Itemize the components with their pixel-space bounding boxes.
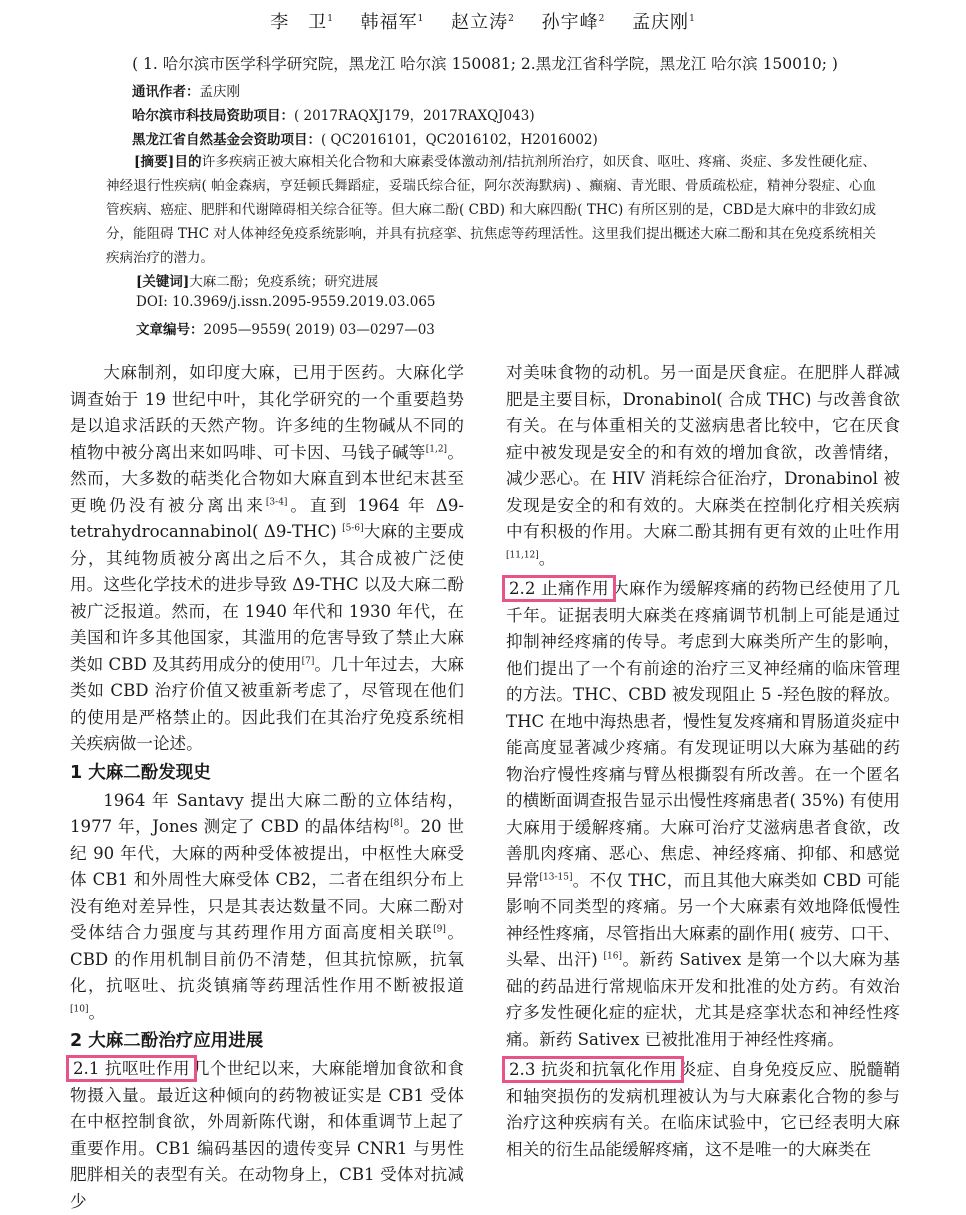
- subsection-2-3-paragraph: 2.3 抗炎和抗氧化作用 炎症、自身免疫反应、脱髓鞘和轴突损伤的发病机理被认为与大麻素化合物的参与治疗这种疾病有关。在临床试验中，它已经表明大麻相关的衍生品能缓解疼痛，这不是唯一的大麻类在: [506, 1060, 901, 1159]
- author-list: [0, 8, 966, 34]
- left-column: [70, 360, 464, 1215]
- abstract: [摘要]目的许多疾病正被大麻相关化合物和大麻素受体激动剂/拮抗剂所治疗，如厌食、呕吐、疼痛、炎症、多发性硬化症、神经退行性疾病( 帕金森病，亨廷顿氏舞蹈症，妥瑞氏综合征，阿尔茨海默病) 、癫痫、青光眼、骨质疏松症，精神分裂症、心血管疾病、癌症、肥胖和代谢障碍相关综合征等。但大麻二酚( CBD) 和大麻四酚( THC) 有所区别的是，CBD是大麻中的非致幻成分，能阻碍 THC 对人体神经免疫系统影响，并具有抗痉挛、抗焦虑等药理活性。这里我们提出概述大麻二酚和其在免疫系统相关疾病治疗的潜力。: [106, 154, 876, 266]
- continued-paragraph: 对美味食物的动机。另一面是厌食症。在肥胖人群减肥是主要目标，Dronabinol( 合成 THC) 与改善食欲有关。在与体重相关的艾滋病患者比较中，它在厌食症中被发现是安全的和有效的增加食欲，改善情绪，减少恶心。在 HIV 消耗综合征治疗，Dronabinol 被发现是安全的和有效的。大麻类在控制化疗相关疾病中有积极的作用。大麻二酚其拥有更有效的止吐作用[11,12]。: [506, 363, 900, 568]
- author: 孙宇峰$^2$: [541, 12, 606, 33]
- section-heading-1: 1 大麻二酚发现史: [70, 762, 211, 783]
- subsection-heading-2-3: 2.3 抗炎和抗氧化作用: [506, 1060, 680, 1079]
- intro-paragraph: 大麻制剂，如印度大麻，已用于医药。大麻化学调查始于 19 世纪中叶，其化学研究的一个重要趋势是以追求活跃的天然产物。许多纯的生物碱从不同的植物中被分离出来如吗啡、可卡因、马钱子碱等[1,2]。然而，大多数的萜类化合物如大麻直到本世纪末甚至更晚仍没有被分离出来[3-4]。直到 1964 年 Δ9-tetrahydrocannabinol( Δ9-THC) [5-6]大麻的主要成分，其纯物质被分离出之后不久，其合成被广泛使用。这些化学技术的进步导致 Δ9-THC 以及大麻二酚被广泛报道。然而，在 1940 年代和 1930 年代，在美国和许多其他国家，其滥用的危害导致了禁止大麻类如 CBD 及其药用成分的使用[7]。几十年过去，大麻类如 CBD 治疗价值又被重新考虑了，尽管现在他们的使用是严格禁止的。因此我们在其治疗免疫系统相关疾病做一论述。: [70, 363, 465, 753]
- section-heading-2: 2 大麻二酚治疗应用进展: [70, 1031, 264, 1051]
- funding-provincial: 黑龙江省自然基金会资助项目：( QC2016101，QC2016102，H2016002): [132, 132, 598, 148]
- author: 孟庆刚$^1$: [632, 12, 696, 33]
- subsection-heading-2-1: 2.1 抗呕吐作用: [70, 1059, 193, 1078]
- keywords: [关键词]大麻二酚；免疫系统；研究进展: [136, 274, 379, 290]
- author: 李 卫$^1$: [270, 12, 334, 33]
- subsection-2-1-paragraph: 2.1 抗呕吐作用 几个世纪以来，大麻能增加食欲和食物摄入量。最近这种倾向的药物被证实是 CB1 受体在中枢控制食欲，外周新陈代谢，和体重调节上起了重要作用。CB1 编码基因的遗传变异 CNR1 与男性肥胖相关的表型有关。在动物身上，CB1 受体对抗减少: [70, 1059, 465, 1211]
- section1-paragraph: 1964 年 Santavy 提出大麻二酚的立体结构，1977 年，Jones 测定了 CBD 的晶体结构[8]。20 世纪 90 年代，大麻的两种受体被提出，中枢性大麻受体 CB1 和外周性大麻受体 CB2，二者在组织分布上没有绝对差异性，只是其表达数量不同。大麻二酚对受体结合力强度与其药理作用方面高度相关联[9]。CBD 的作用机制目前仍不清楚，但其抗惊厥，抗氧化，抗呕吐、抗炎镇痛等药理活性作用不断被报道[10]。: [70, 790, 465, 1022]
- doi: DOI: 10.3969/j.issn.2095-9559.2019.03.065: [136, 294, 436, 310]
- subsection-heading-2-2: 2.2 止痛作用: [506, 579, 612, 598]
- subsection-2-2-paragraph: 2.2 止痛作用 大麻作为缓解疼痛的药物已经使用了几千年。证据表明大麻类在疼痛调节机制上可能是通过抑制神经疼痛的传导。考虑到大麻类所产生的影响，他们提出了一个有前途的治疗三叉神经痛的临床管理的方法。THC、CBD 被发现阻止 5 -羟色胺的释放。THC 在地中海热患者，慢性复发疼痛和胃肠道炎症中能高度显著减少疼痛。有发现证明以大麻为基础的药物治疗慢性疼痛与臂丛根撕裂有所改善。在一个匿名的横断面调查报告显示出慢性疼痛患者( 35%) 有使用大麻用于缓解疼痛。大麻可治疗艾滋病患者食欲，改善肌肉疼痛、恶心、焦虑、神经疼痛、抑郁、和感觉异常[13-15]。不仅 THC，而且其他大麻类如 CBD 可能影响不同类型的疼痛。另一个大麻素有效地降低慢性神经性疼痛，尽管指出大麻素的副作用( 疲劳、口干、头晕、出汗) [16]。新药 Sativex 是第一个以大麻为基础的药品进行常规临床开发和批准的处方药。有效治疗多发性硬化症的症状，尤其是痉挛状态和神经性疼痛。新药 Sativex 已被批准用于神经性疼痛。: [506, 579, 901, 1049]
- corresponding-author: 通讯作者：孟庆刚: [132, 84, 240, 100]
- funding-municipal: 哈尔滨市科技局资助项目：( 2017RAQXJ179，2017RAXQJ043): [132, 108, 535, 124]
- article-number: 文章编号：2095—9559( 2019) 03—0297—03: [136, 322, 435, 338]
- right-column: [506, 360, 900, 1163]
- affiliation: ( 1. 哈尔滨市医学科学研究院，黑龙江 哈尔滨 150081; 2.黑龙江省科学院，黑龙江 哈尔滨 150010; ): [132, 55, 838, 73]
- author: 韩福军$^1$: [360, 12, 425, 33]
- author: 赵立涛$^2$: [451, 12, 515, 33]
